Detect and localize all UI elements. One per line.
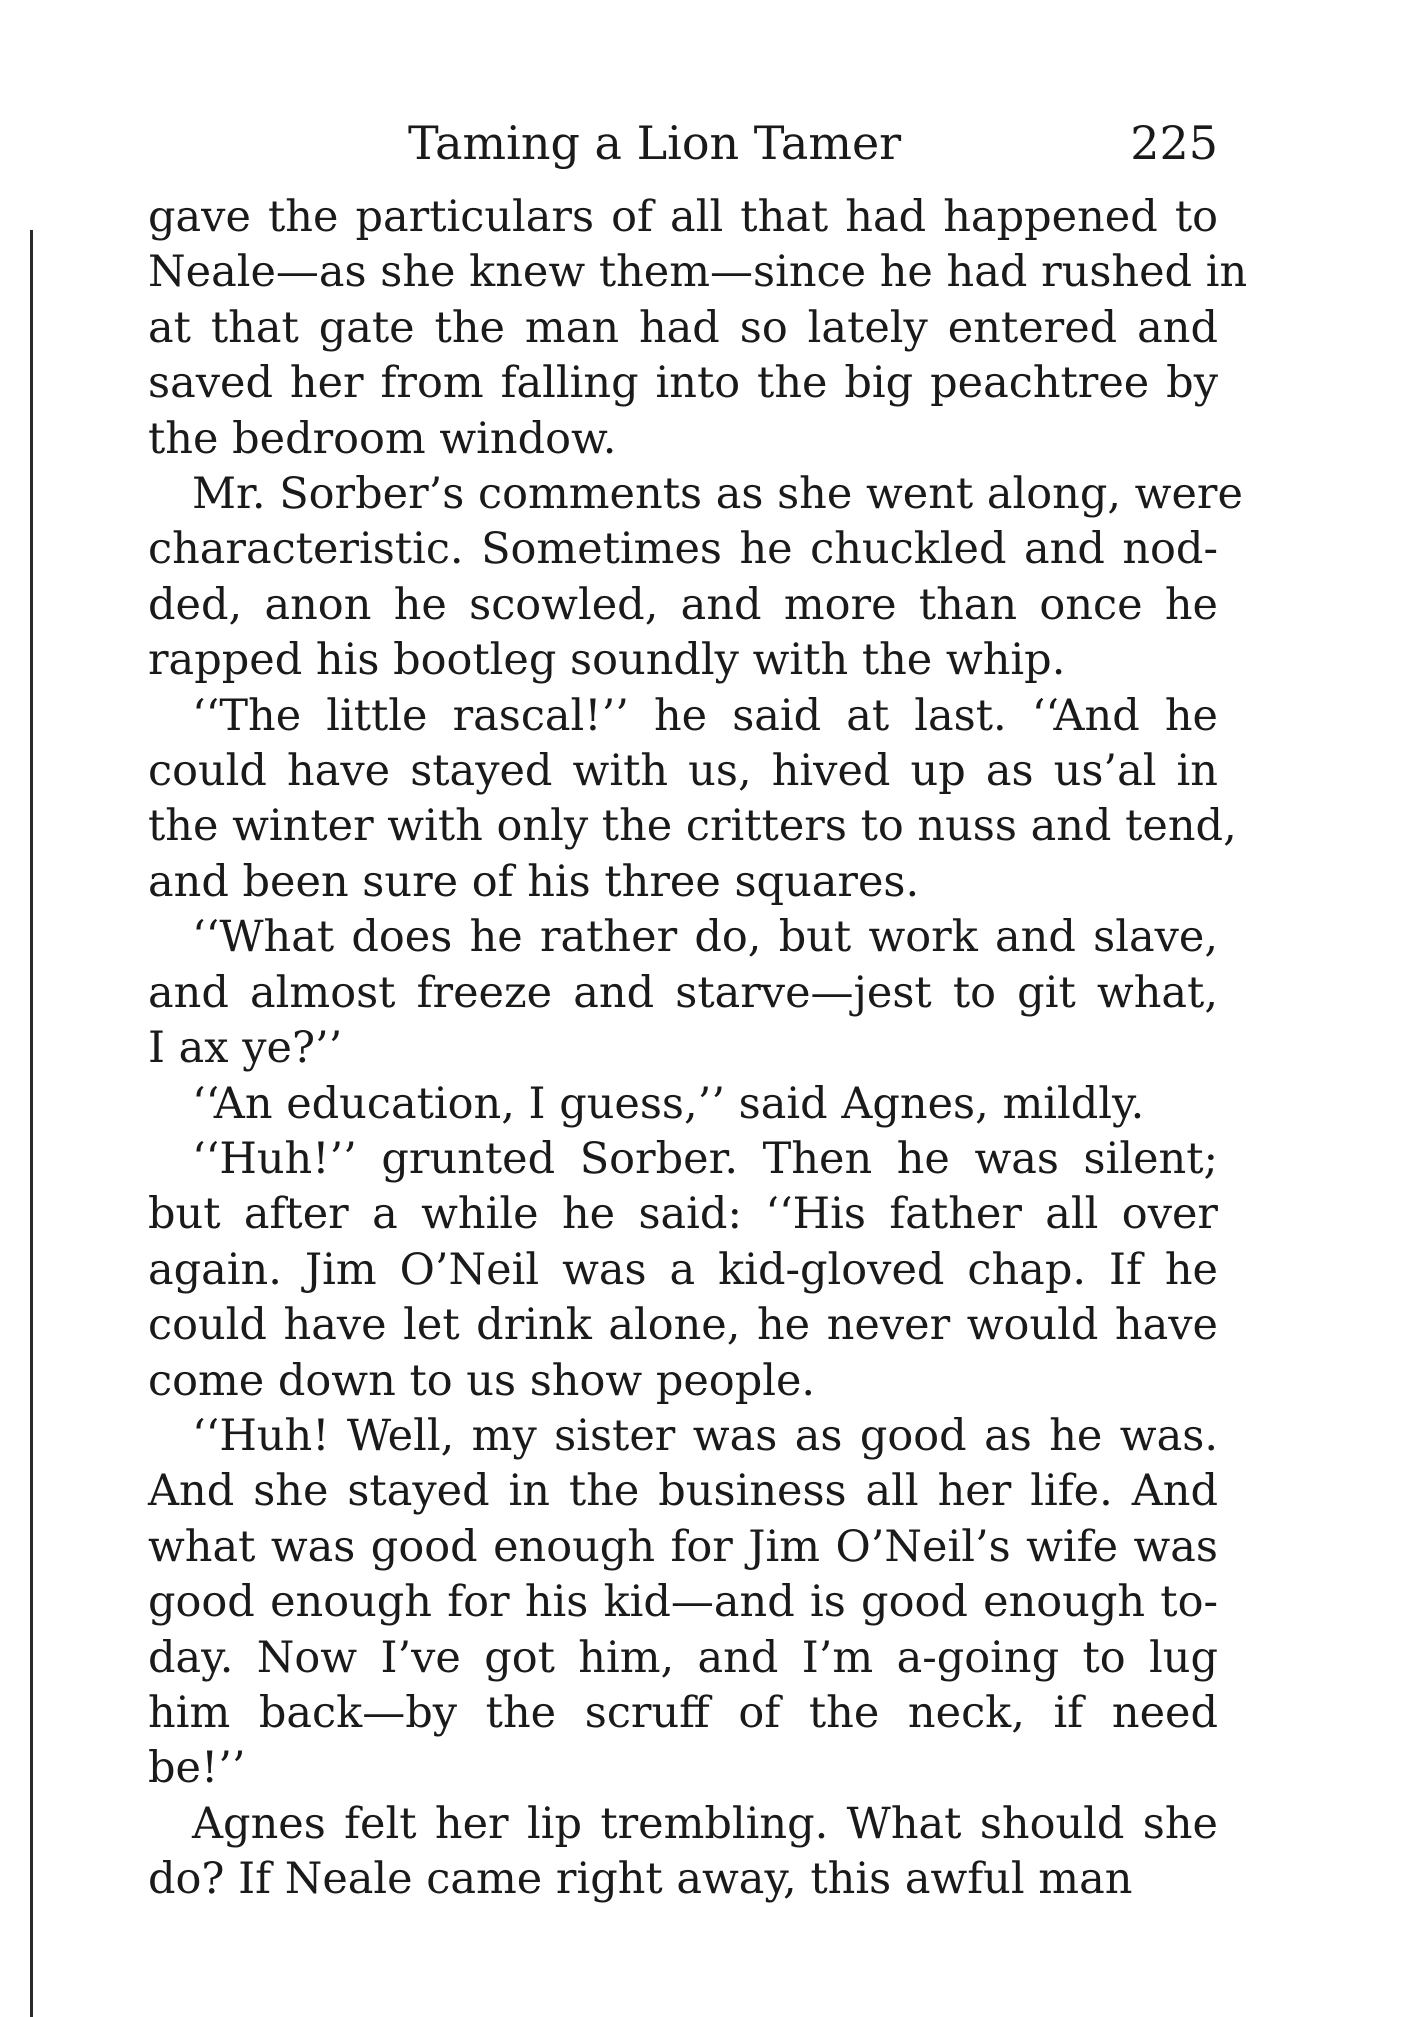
text-line: gave the particulars of all that had happened to	[148, 192, 1218, 242]
text-line: day. Now I’ve got him, and I’m a-going to lug	[148, 1632, 1218, 1683]
book-page	[148, 108, 1248, 1908]
text-line: do? If Neale came right away, this awful man	[148, 1854, 1133, 1905]
text-line: at that gate the man had so lately entered and	[148, 302, 1218, 353]
text-line: Agnes felt her lip trembling. What should she	[192, 1798, 1218, 1849]
text-line: Mr. Sorber’s comments as she went along, were	[192, 469, 1243, 520]
text-line: I ax ye?’’	[148, 1023, 343, 1074]
text-line: good enough for his kid—and is good enough to-	[148, 1577, 1218, 1628]
paragraph	[148, 467, 1243, 689]
text-line: saved her from falling into the big peachtree by	[148, 358, 1218, 409]
text-line: again. Jim O’Neil was a kid-gloved chap. If he	[148, 1244, 1218, 1295]
running-head	[148, 108, 1218, 178]
text-line: And she stayed in the business all her life. And	[148, 1466, 1218, 1517]
text-line: the winter with only the critters to nuss and tend,	[148, 801, 1237, 852]
text-line: him back—by the scruff of the neck, if need	[148, 1687, 1218, 1738]
text-line: but after a while he said: ‘‘His father all over	[148, 1189, 1218, 1240]
running-title: Taming a Lion Tamer	[408, 116, 902, 170]
text-line: come down to us show people.	[148, 1355, 816, 1406]
text-line: ‘‘Huh! Well, my sister was as good as he was.	[192, 1410, 1218, 1461]
text-line: could have let drink alone, he never would have	[148, 1300, 1218, 1351]
text-line: be!’’	[148, 1743, 246, 1794]
text-line: and been sure of his three squares.	[148, 856, 920, 907]
text-line: the bedroom window.	[148, 413, 617, 464]
text-line: what was good enough for Jim O’Neil’s wife was	[148, 1521, 1218, 1572]
text-line: Neale—as she knew them—since he had rushed in	[148, 247, 1248, 298]
text-line: ‘‘Huh!’’ grunted Sorber. Then he was silent;	[192, 1133, 1218, 1184]
paragraph	[148, 689, 1237, 911]
paragraph	[148, 910, 1218, 1076]
text-line: and almost freeze and starve—jest to git what,	[148, 967, 1218, 1018]
paragraph	[148, 1797, 1218, 1908]
paragraph	[148, 1409, 1218, 1797]
text-line: rapped his bootleg soundly with the whip.	[148, 635, 1066, 686]
paragraph	[148, 190, 1248, 467]
body-text	[148, 190, 1248, 1908]
text-line: ded, anon he scowled, and more than once he	[148, 579, 1218, 630]
paragraph	[148, 1132, 1218, 1409]
text-line: ‘‘An education, I guess,’’ said Agnes, mildly.	[192, 1078, 1145, 1129]
text-line: ‘‘What does he rather do, but work and slave,	[192, 912, 1218, 963]
page-number: 225	[1130, 116, 1218, 170]
text-line: ‘‘The little rascal!’’ he said at last. ‘‘And he	[192, 690, 1218, 741]
paragraph	[148, 1077, 1218, 1132]
text-line: could have stayed with us, hived up as us’al in	[148, 746, 1218, 797]
text-line: characteristic. Sometimes he chuckled and nod-	[148, 524, 1218, 575]
page-gutter-line	[30, 230, 33, 2017]
